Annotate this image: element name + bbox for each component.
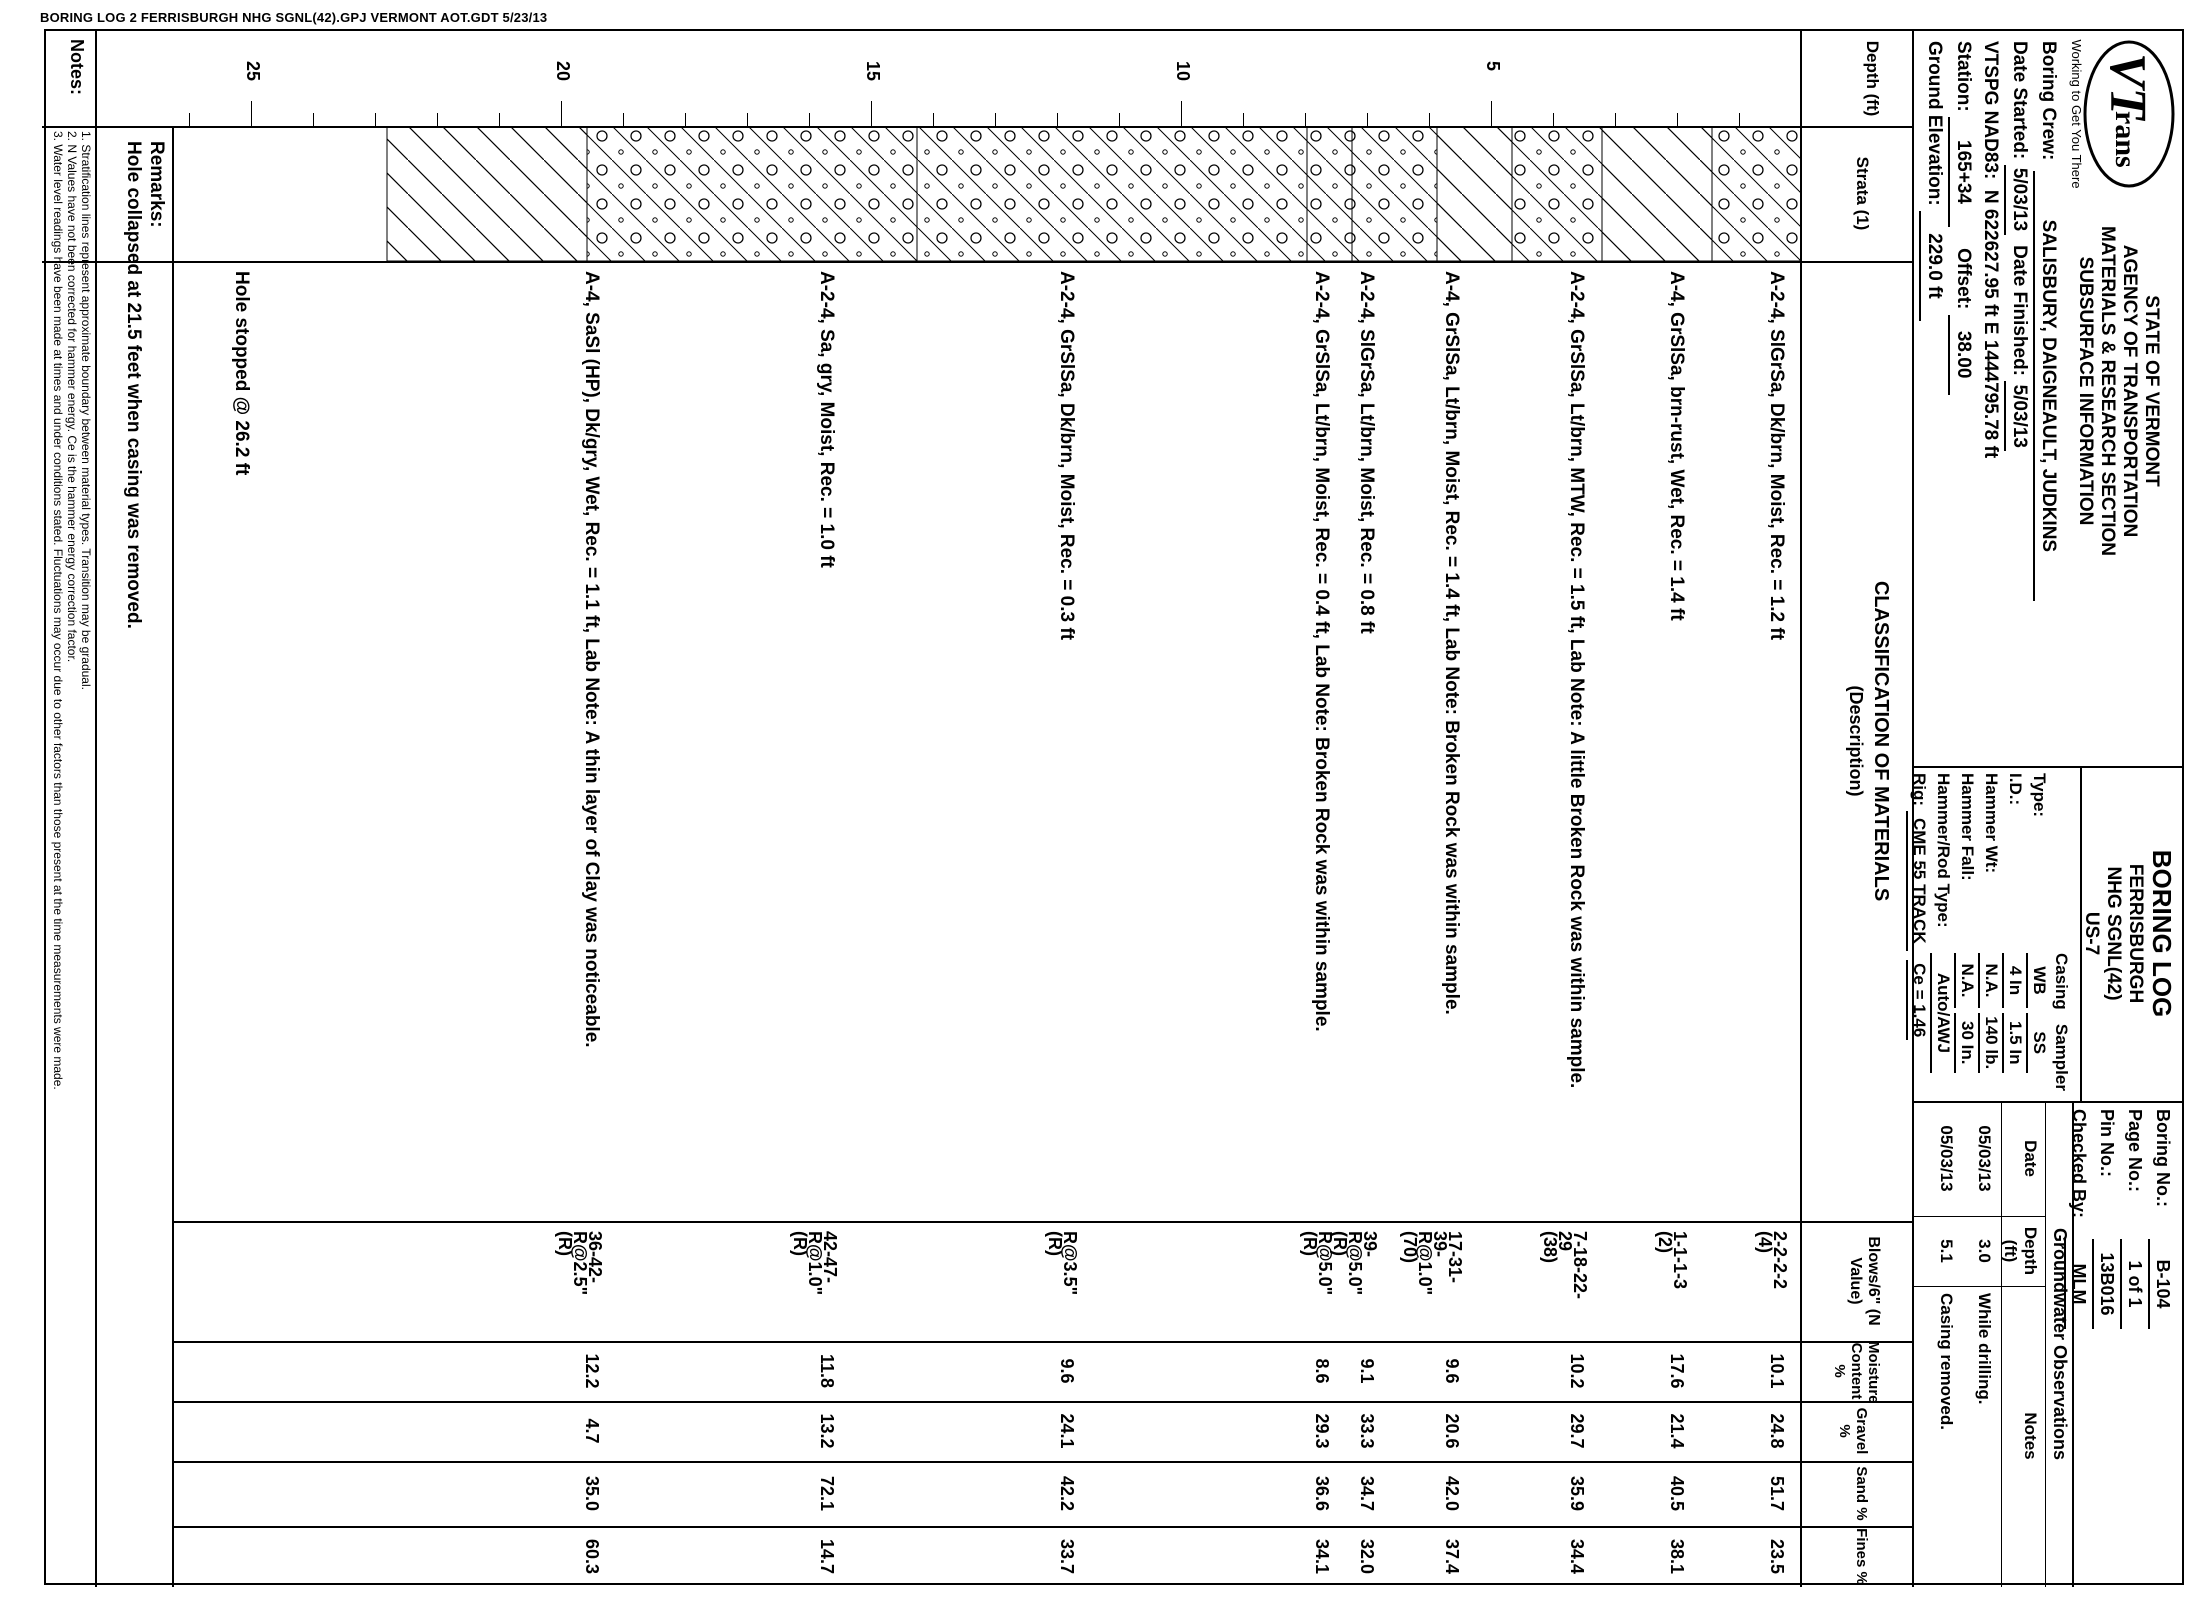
depth-tick — [1615, 113, 1616, 126]
logo-text-rans: rans — [2109, 111, 2142, 168]
agency-block — [2074, 191, 2162, 591]
sample-gravel: 24.8 — [1767, 1413, 1787, 1449]
sample-moisture: 9.6 — [1442, 1358, 1462, 1384]
ce-value: Ce = 1.46 — [1906, 960, 1930, 1040]
svg-text:VT: VT — [2099, 53, 2156, 120]
depth-label: 20 — [553, 61, 573, 82]
depth-tick — [251, 101, 252, 126]
offset-value: 38.00 — [1948, 315, 1977, 395]
sample-gravel: 29.7 — [1567, 1413, 1587, 1449]
id-casing: 4 In — [2002, 953, 2026, 1008]
depth-tick — [685, 113, 686, 126]
depth-tick — [1553, 113, 1554, 126]
station-label: Station: — [1953, 41, 1974, 112]
depth-tick — [1057, 113, 1058, 126]
col-line-sand — [174, 1526, 1914, 1528]
depth-tick — [1677, 113, 1678, 126]
sample-moisture: 11.8 — [817, 1353, 837, 1389]
col-line-moisture — [174, 1401, 1914, 1403]
boring-log-heading: BORING LOG — [2147, 849, 2177, 1018]
logo-tagline: Working to Get You There — [2069, 39, 2084, 189]
sample-gravel: 33.3 — [1357, 1413, 1377, 1449]
col-line-strata — [42, 261, 1914, 263]
page-no-value: 1 of 1 — [2120, 1239, 2148, 1329]
depth-tick — [1119, 113, 1120, 126]
hammer-rod-value: Auto/AWJ — [1930, 953, 1954, 1073]
type-sampler: SS — [2026, 1013, 2050, 1073]
depth-tick — [189, 113, 190, 126]
sample-sand: 42.0 — [1442, 1475, 1462, 1512]
depth-tick — [747, 113, 748, 126]
col-line-gravel — [174, 1461, 1914, 1463]
col-header-classification: CLASSIFICATION OF MATERIALS — [1870, 580, 1892, 902]
sample-fines: 32.0 — [1357, 1538, 1377, 1575]
id-label: I.D.: — [2006, 773, 2025, 806]
gw-row2-depth: 5.1 — [1937, 1239, 1956, 1263]
column-header-bottom — [1800, 31, 1802, 1587]
rotated-log-page — [44, 29, 2184, 1585]
strata-layer-9 — [387, 126, 587, 261]
sample-fines: 33.7 — [1057, 1538, 1077, 1575]
gw-row1-date: 05/03/13 — [1975, 1125, 1994, 1192]
sample-moisture: 9.6 — [1057, 1358, 1077, 1384]
strata-layer-8 — [587, 126, 917, 261]
equipment-divider — [1914, 766, 2182, 768]
strata-layer-6 — [1307, 126, 1352, 261]
sample-moisture: 17.6 — [1667, 1353, 1687, 1389]
gw-header-depth: Depth (ft) — [2001, 1226, 2040, 1276]
col-header-depth: Depth (ft) — [1863, 40, 1882, 117]
sample-gravel: 13.2 — [817, 1413, 837, 1449]
sample-fines: 60.3 — [582, 1538, 602, 1575]
date-finished-label: Date Finished: — [2009, 245, 2030, 376]
col-header-blows: Blows/6" (N Value) — [1847, 1236, 1882, 1326]
strata-layer-2 — [1602, 126, 1712, 261]
hammer-wt-sampler: 140 lb. — [1978, 1013, 2002, 1073]
groundwater-title: Groundwater Observations — [2050, 1227, 2070, 1461]
col-header-fines: Fines % — [1853, 1528, 1870, 1585]
sample-sand: 40.5 — [1667, 1475, 1687, 1512]
depth-tick — [933, 113, 934, 126]
depth-tick — [437, 113, 438, 126]
sample-gravel: 24.1 — [1057, 1413, 1077, 1449]
equipment-block — [1906, 773, 2072, 1103]
sample-blows: 36-42- R@2.5" (R) — [555, 1231, 605, 1296]
boring-no-value: B-104 — [2148, 1239, 2176, 1329]
project-line-1: FERRISBURGH — [2125, 863, 2146, 1004]
checked-by-label: Checked By: — [2069, 1109, 2089, 1219]
agency-line-1: STATE OF VERMONT — [2141, 295, 2162, 487]
rig-value: CME 55 TRACK — [1906, 811, 1930, 951]
sample-fines: 34.4 — [1567, 1538, 1587, 1575]
sample-sand: 36.6 — [1312, 1475, 1332, 1512]
date-started-label: Date Started: — [2009, 41, 2030, 160]
hole-stopped-note: Hole stopped @ 26.2 ft — [231, 271, 252, 476]
sample-sand: 35.9 — [1567, 1475, 1587, 1512]
sample-gravel: 4.7 — [582, 1418, 602, 1444]
crew-label: Boring Crew: — [2038, 41, 2059, 161]
hammer-fall-casing: N.A. — [1954, 953, 1978, 1008]
sample-fines: 23.5 — [1767, 1538, 1787, 1575]
hammer-wt-casing: N.A. — [1978, 953, 2002, 1008]
sample-description: A-2-4, GrSlSa, Lt/brn, MTW, Rec. = 1.5 ft, Lab Note: A little Broken Rock was within sample. — [1566, 271, 1587, 1089]
sample-gravel: 20.6 — [1442, 1413, 1462, 1449]
sample-description: A-2-4, SlGrSa, Lt/brn, Moist, Rec. = 0.8 ft — [1356, 271, 1377, 634]
col-header-classification-sub: (Description) — [1846, 685, 1866, 797]
sample-sand: 35.0 — [582, 1475, 602, 1512]
sample-blows: 39- R@5.0" (R) — [1330, 1231, 1380, 1296]
col-header-gravel: Gravel % — [1836, 1407, 1870, 1455]
ground-elevation-value: 229.0 ft — [1919, 211, 1948, 321]
depth-tick — [623, 113, 624, 126]
note-line-1: 1. Stratification lines represent approximate boundary between material types. Transition may be gradual. — [79, 131, 93, 690]
depth-label: 10 — [1173, 61, 1193, 82]
strata-layer-1 — [1712, 126, 1802, 261]
agency-line-2: AGENCY OF TRANSPORTATION — [2119, 244, 2140, 538]
col-line-desc — [174, 1221, 1914, 1223]
crew-value: SALISBURY, DAIGNEAULT, JUDKINS — [2033, 171, 2062, 601]
sample-moisture: 8.6 — [1312, 1358, 1332, 1384]
depth-tick — [1739, 113, 1740, 126]
sample-blows: 42-47- R@1.0" (R) — [790, 1231, 840, 1296]
sample-blows: 2-2-2-2 (4) — [1755, 1231, 1790, 1290]
vtspg-value: N 622627.95 ft E 1444795.78 ft — [1980, 189, 2001, 459]
type-casing: WB — [2026, 953, 2050, 1008]
note-line-3: 3. Water level readings have been made at times and under conditions stated. Fluctuations may occur due to other factors than those present at the time measurements were made. — [51, 131, 65, 1090]
gw-row1-depth: 3.0 — [1975, 1239, 1994, 1263]
sample-description: A-2-4, GrSlSa, Lt/brn, Moist, Rec. = 0.4 ft, Lab Note: Broken Rock was within sample. — [1311, 271, 1332, 1032]
notes-label: Notes: — [67, 39, 87, 96]
sample-gravel: 21.4 — [1667, 1413, 1687, 1449]
remarks-text: Hole collapsed at 21.5 feet when casing was removed. — [123, 141, 144, 629]
col-line-blows — [174, 1341, 1914, 1343]
gw-row2-date: 05/03/13 — [1937, 1125, 1956, 1192]
sample-description: A-2-4, SlGrSa, Dk/brn, Moist, Rec. = 1.2 ft — [1766, 271, 1787, 641]
project-line-3: US-7 — [2081, 911, 2102, 956]
note-line-2: 2. N Values have not been corrected for hammer energy. Ce is the hammer energy correction factor. — [65, 131, 79, 663]
boring-number-block — [2064, 1109, 2176, 1409]
depth-tick — [499, 113, 500, 126]
depth-tick — [995, 113, 996, 126]
title-block — [2080, 771, 2177, 1096]
strata-column — [172, 126, 1802, 261]
sample-moisture: 9.1 — [1357, 1358, 1377, 1384]
date-started-value: 5/03/13 — [2004, 165, 2033, 235]
depth-tick — [1367, 113, 1368, 126]
sample-fines: 38.1 — [1667, 1538, 1687, 1575]
crew-block — [1919, 41, 2062, 761]
agency-line-4: SUBSURFACE INFORMATION — [2075, 256, 2096, 526]
gw-row-line — [2001, 1101, 2002, 1587]
depth-tick — [313, 113, 314, 126]
gw-row2-notes: Casing removed. — [1937, 1293, 1956, 1430]
col-header-strata: Strata (1) — [1853, 156, 1872, 231]
strata-layer-7 — [917, 126, 1307, 261]
groundwater-top-line — [2072, 1101, 2074, 1587]
checked-by-value: MLM — [2064, 1239, 2092, 1329]
sample-description: A-2-4, Sa, gry, Moist, Rec. = 1.0 ft — [816, 271, 837, 568]
gw-row1-notes: While drilling. — [1975, 1293, 1994, 1405]
project-line-2: NHG SGNL(42) — [2103, 866, 2124, 1001]
depth-tick — [1243, 113, 1244, 126]
strata-layer-5 — [1352, 126, 1437, 261]
depth-tick — [1429, 113, 1430, 126]
sample-description: A-4, GrSlSa, Lt/brn, Moist, Rec. = 1.4 ft, Lab Note: Broken Rock was within sample. — [1441, 271, 1462, 1015]
vtrans-logo — [2081, 39, 2176, 189]
sampler-header: Sampler — [2052, 1023, 2071, 1091]
depth-tick — [1181, 101, 1182, 126]
ground-elevation-label: Ground Elevation: — [1924, 41, 1945, 206]
depth-tick — [375, 113, 376, 126]
casing-header: Casing — [2052, 953, 2071, 1010]
sample-sand: 72.1 — [817, 1475, 837, 1512]
sample-moisture: 10.1 — [1767, 1353, 1787, 1389]
depth-tick — [809, 113, 810, 126]
file-path-line: BORING LOG 2 FERRISBURGH NHG SGNL(42).GPJ VERMONT AOT.GDT 5/23/13 — [40, 10, 548, 25]
gw-header-notes: Notes — [2021, 1412, 2040, 1460]
agency-line-3: MATERIALS & RESEARCH SECTION — [2097, 225, 2118, 557]
sample-blows: R@5.0" (R) — [1300, 1231, 1335, 1296]
boring-log-sheet — [44, 29, 2184, 1585]
col-header-moisture: Moisture Content % — [1831, 1341, 1882, 1404]
notes-block — [51, 131, 93, 1581]
remarks-label: Remarks: — [146, 141, 167, 228]
sample-description: A-4, GrSlSa, brn-rust, Wet, Rec. = 1.4 ft — [1666, 271, 1687, 621]
page-no-label: Page No.: — [2125, 1109, 2145, 1193]
date-finished-value: 5/03/13 — [2004, 381, 2033, 451]
groundwater-header-line — [2045, 1101, 2046, 1587]
sample-moisture: 10.2 — [1567, 1353, 1587, 1389]
strata-layer-3 — [1512, 126, 1602, 261]
gw-header-date: Date — [2021, 1140, 2040, 1177]
sample-blows: 7-18-22- 29 (38) — [1540, 1231, 1590, 1300]
sample-description: A-2-4, GrSlSa, Dk/brn, Moist, Rec. = 0.3 ft — [1056, 271, 1077, 641]
hammer-rod-label: Hammer/Rod Type: — [1934, 773, 1953, 928]
boring-no-label: Boring No.: — [2153, 1109, 2173, 1207]
depth-tick — [561, 101, 562, 126]
col-header-sand: Sand % — [1853, 1466, 1870, 1521]
sample-fines: 14.7 — [817, 1538, 837, 1575]
sample-sand: 42.2 — [1057, 1475, 1077, 1512]
depth-label: 15 — [863, 61, 883, 82]
type-label: Type: — [2030, 773, 2049, 818]
sample-fines: 37.4 — [1442, 1538, 1462, 1575]
strata-layer-4 — [1437, 126, 1512, 261]
pin-no-label: Pin No.: — [2097, 1109, 2117, 1177]
station-value: 165+34 — [1948, 117, 1977, 227]
sample-sand: 51.7 — [1767, 1475, 1787, 1512]
depth-tick — [1305, 113, 1306, 126]
depth-label: 5 — [1483, 61, 1503, 72]
hammer-wt-label: Hammer Wt: — [1982, 773, 2001, 874]
hammer-fall-label: Hammer Fall: — [1958, 773, 1977, 881]
sample-blows: 17-31- 39- R@1.0" (70) — [1400, 1231, 1465, 1296]
rig-label: Rig: — [1910, 773, 1929, 807]
sample-sand: 34.7 — [1357, 1475, 1377, 1512]
sample-fines: 34.1 — [1312, 1538, 1332, 1575]
depth-tick — [871, 101, 872, 126]
notes-top-line — [95, 31, 97, 1587]
sample-blows: R@3.5" (R) — [1045, 1231, 1080, 1296]
pin-no-value: 13B016 — [2092, 1239, 2120, 1329]
sample-gravel: 29.3 — [1312, 1413, 1332, 1449]
vtspg-label: VTSPG NAD83: — [1980, 41, 2001, 180]
sample-moisture: 12.2 — [582, 1353, 602, 1389]
depth-tick — [1491, 101, 1492, 126]
sample-description: A-4, SaSl (HP), Dk/gry, Wet, Rec. = 1.1 ft, Lab Note: A thin layer of Clay was noticeable. — [581, 271, 602, 1048]
depth-label: 25 — [243, 61, 263, 82]
id-sampler: 1.5 In — [2002, 1013, 2026, 1073]
remarks-top-line — [172, 126, 174, 1587]
sample-blows: 1-1-1-3 (2) — [1655, 1231, 1690, 1290]
offset-label: Offset: — [1953, 248, 1974, 310]
hammer-fall-sampler: 30 In. — [1954, 1013, 1978, 1073]
